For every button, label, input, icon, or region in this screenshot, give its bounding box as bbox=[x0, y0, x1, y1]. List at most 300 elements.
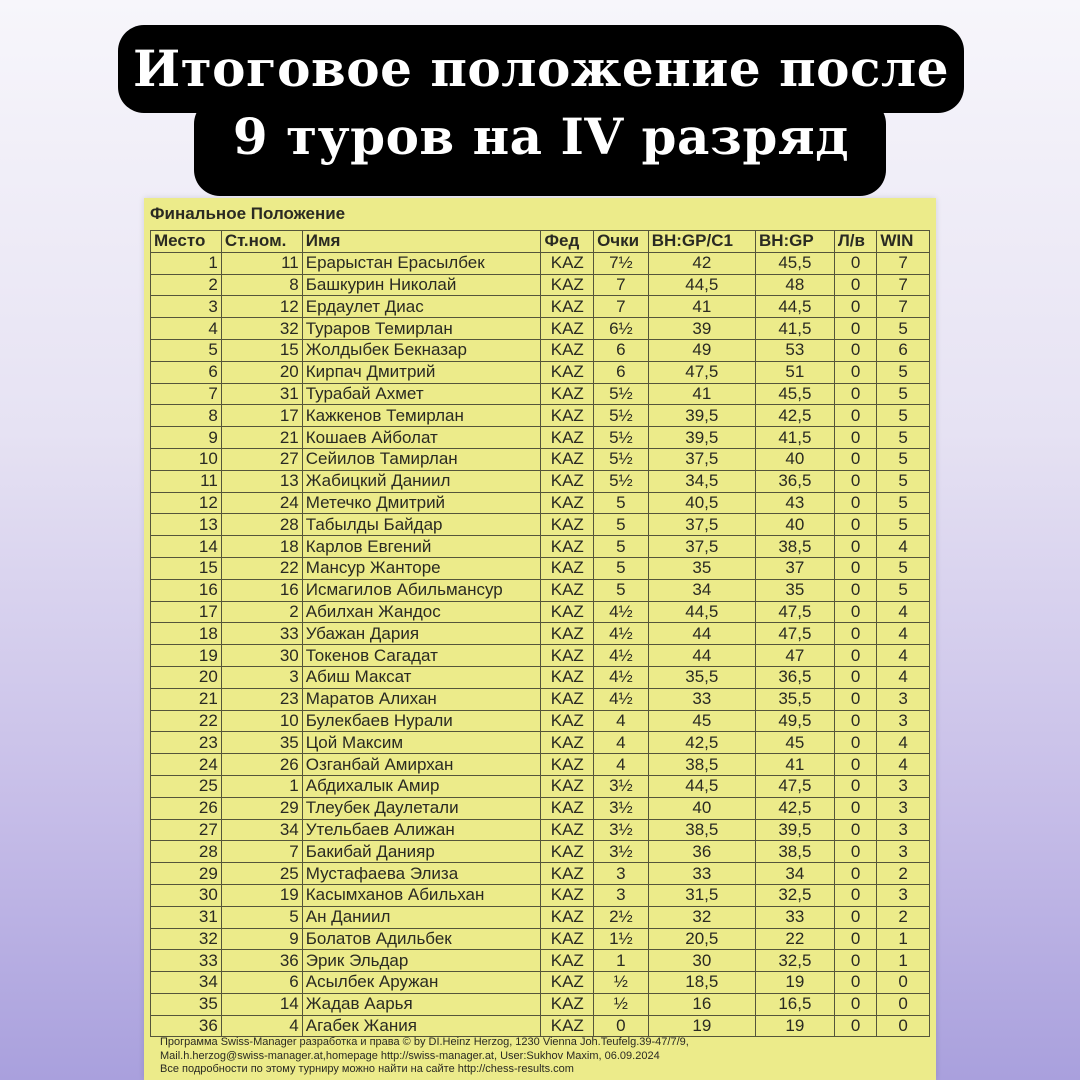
cell-start-no: 12 bbox=[221, 296, 302, 318]
cell-bh-gp: 22 bbox=[755, 928, 834, 950]
column-header-place: Место bbox=[151, 231, 222, 253]
cell-points: 5 bbox=[594, 557, 649, 579]
table-row bbox=[151, 993, 930, 1015]
cell-name: Кирпач Дмитрий bbox=[302, 361, 541, 383]
cell-bh-gp: 47,5 bbox=[755, 623, 834, 645]
cell-bh-gp-c1: 38,5 bbox=[648, 754, 755, 776]
cell-win: 5 bbox=[877, 318, 930, 340]
cell-fed: KAZ bbox=[541, 1015, 594, 1037]
cell-win: 5 bbox=[877, 557, 930, 579]
cell-points: 4½ bbox=[594, 645, 649, 667]
cell-start-no: 25 bbox=[221, 863, 302, 885]
cell-name: Жадав Аарья bbox=[302, 993, 541, 1015]
table-row bbox=[151, 797, 930, 819]
column-header-name: Имя bbox=[302, 231, 541, 253]
cell-fed: KAZ bbox=[541, 405, 594, 427]
cell-win: 4 bbox=[877, 754, 930, 776]
cell-bh-gp: 45 bbox=[755, 732, 834, 754]
cell-name: Мустафаева Элиза bbox=[302, 863, 541, 885]
cell-points: 5½ bbox=[594, 427, 649, 449]
cell-points: 5½ bbox=[594, 470, 649, 492]
cell-bh-gp-c1: 45 bbox=[648, 710, 755, 732]
cell-bh-gp: 42,5 bbox=[755, 797, 834, 819]
cell-points: 6½ bbox=[594, 318, 649, 340]
cell-lv: 0 bbox=[834, 536, 876, 558]
cell-lv: 0 bbox=[834, 1015, 876, 1037]
cell-lv: 0 bbox=[834, 710, 876, 732]
cell-points: 5½ bbox=[594, 405, 649, 427]
cell-name: Жабицкий Даниил bbox=[302, 470, 541, 492]
cell-name: Озганбай Амирхан bbox=[302, 754, 541, 776]
cell-bh-gp: 41 bbox=[755, 754, 834, 776]
cell-name: Карлов Евгений bbox=[302, 536, 541, 558]
cell-name: Абдихалык Амир bbox=[302, 775, 541, 797]
cell-place: 4 bbox=[151, 318, 222, 340]
cell-start-no: 23 bbox=[221, 688, 302, 710]
cell-points: 5 bbox=[594, 514, 649, 536]
cell-fed: KAZ bbox=[541, 296, 594, 318]
table-row bbox=[151, 448, 930, 470]
table-row bbox=[151, 296, 930, 318]
cell-win: 3 bbox=[877, 710, 930, 732]
cell-place: 17 bbox=[151, 601, 222, 623]
cell-fed: KAZ bbox=[541, 252, 594, 274]
cell-lv: 0 bbox=[834, 252, 876, 274]
cell-place: 9 bbox=[151, 427, 222, 449]
table-header-row bbox=[151, 231, 930, 253]
cell-bh-gp-c1: 33 bbox=[648, 688, 755, 710]
cell-bh-gp: 40 bbox=[755, 514, 834, 536]
cell-bh-gp-c1: 47,5 bbox=[648, 361, 755, 383]
cell-bh-gp-c1: 18,5 bbox=[648, 972, 755, 994]
cell-place: 1 bbox=[151, 252, 222, 274]
cell-name: Утельбаев Алижан bbox=[302, 819, 541, 841]
cell-place: 32 bbox=[151, 928, 222, 950]
column-header-fed: Фед bbox=[541, 231, 594, 253]
cell-lv: 0 bbox=[834, 819, 876, 841]
table-row bbox=[151, 841, 930, 863]
cell-win: 4 bbox=[877, 645, 930, 667]
table-row bbox=[151, 579, 930, 601]
cell-win: 4 bbox=[877, 666, 930, 688]
table-row bbox=[151, 950, 930, 972]
column-header-win: WIN bbox=[877, 231, 930, 253]
cell-win: 7 bbox=[877, 296, 930, 318]
cell-name: Болатов Адильбек bbox=[302, 928, 541, 950]
cell-win: 3 bbox=[877, 775, 930, 797]
cell-name: Табылды Байдар bbox=[302, 514, 541, 536]
cell-bh-gp-c1: 44 bbox=[648, 645, 755, 667]
table-row bbox=[151, 492, 930, 514]
cell-bh-gp: 51 bbox=[755, 361, 834, 383]
cell-start-no: 5 bbox=[221, 906, 302, 928]
table-row bbox=[151, 819, 930, 841]
table-row bbox=[151, 274, 930, 296]
cell-bh-gp: 32,5 bbox=[755, 950, 834, 972]
cell-place: 34 bbox=[151, 972, 222, 994]
cell-name: Агабек Жания bbox=[302, 1015, 541, 1037]
table-row bbox=[151, 405, 930, 427]
cell-bh-gp-c1: 39,5 bbox=[648, 427, 755, 449]
cell-start-no: 19 bbox=[221, 884, 302, 906]
table-row bbox=[151, 863, 930, 885]
cell-win: 5 bbox=[877, 448, 930, 470]
cell-points: 3½ bbox=[594, 775, 649, 797]
cell-name: Эрик Эльдар bbox=[302, 950, 541, 972]
cell-bh-gp-c1: 37,5 bbox=[648, 448, 755, 470]
cell-fed: KAZ bbox=[541, 601, 594, 623]
cell-lv: 0 bbox=[834, 448, 876, 470]
cell-name: Башкурин Николай bbox=[302, 274, 541, 296]
table-row bbox=[151, 601, 930, 623]
cell-place: 13 bbox=[151, 514, 222, 536]
cell-bh-gp-c1: 35,5 bbox=[648, 666, 755, 688]
cell-bh-gp: 42,5 bbox=[755, 405, 834, 427]
cell-place: 10 bbox=[151, 448, 222, 470]
cell-place: 21 bbox=[151, 688, 222, 710]
cell-bh-gp: 34 bbox=[755, 863, 834, 885]
cell-fed: KAZ bbox=[541, 775, 594, 797]
table-row bbox=[151, 361, 930, 383]
cell-bh-gp: 16,5 bbox=[755, 993, 834, 1015]
cell-lv: 0 bbox=[834, 688, 876, 710]
cell-fed: KAZ bbox=[541, 579, 594, 601]
cell-place: 28 bbox=[151, 841, 222, 863]
table-row bbox=[151, 252, 930, 274]
cell-fed: KAZ bbox=[541, 710, 594, 732]
cell-bh-gp: 38,5 bbox=[755, 536, 834, 558]
cell-start-no: 10 bbox=[221, 710, 302, 732]
cell-bh-gp-c1: 39 bbox=[648, 318, 755, 340]
cell-start-no: 31 bbox=[221, 383, 302, 405]
cell-bh-gp-c1: 36 bbox=[648, 841, 755, 863]
footer-line-1: Программа Swiss-Manager разработка и права © by DI.Heinz Herzog, 1230 Vienna Joh.Teufelg.39-47/7/9, bbox=[160, 1036, 689, 1048]
cell-lv: 0 bbox=[834, 863, 876, 885]
cell-name: Абиш Максат bbox=[302, 666, 541, 688]
cell-bh-gp: 41,5 bbox=[755, 318, 834, 340]
cell-place: 7 bbox=[151, 383, 222, 405]
cell-name: Токенов Сагадат bbox=[302, 645, 541, 667]
cell-lv: 0 bbox=[834, 666, 876, 688]
cell-start-no: 9 bbox=[221, 928, 302, 950]
cell-place: 5 bbox=[151, 339, 222, 361]
cell-bh-gp-c1: 37,5 bbox=[648, 514, 755, 536]
cell-win: 5 bbox=[877, 514, 930, 536]
cell-name: Абилхан Жандос bbox=[302, 601, 541, 623]
table-row bbox=[151, 383, 930, 405]
cell-win: 3 bbox=[877, 884, 930, 906]
cell-place: 33 bbox=[151, 950, 222, 972]
cell-start-no: 21 bbox=[221, 427, 302, 449]
cell-points: 7½ bbox=[594, 252, 649, 274]
table-row bbox=[151, 1015, 930, 1037]
cell-place: 20 bbox=[151, 666, 222, 688]
cell-bh-gp-c1: 32 bbox=[648, 906, 755, 928]
cell-bh-gp-c1: 34 bbox=[648, 579, 755, 601]
cell-place: 26 bbox=[151, 797, 222, 819]
cell-start-no: 1 bbox=[221, 775, 302, 797]
table-row bbox=[151, 884, 930, 906]
headline-line-2: 9 туров на IV разряд bbox=[232, 107, 850, 166]
cell-name: Мансур Жанторе bbox=[302, 557, 541, 579]
table-row bbox=[151, 928, 930, 950]
cell-win: 3 bbox=[877, 688, 930, 710]
cell-bh-gp-c1: 49 bbox=[648, 339, 755, 361]
cell-points: ½ bbox=[594, 993, 649, 1015]
cell-fed: KAZ bbox=[541, 841, 594, 863]
column-header-bh-gp-c1: BH:GP/C1 bbox=[648, 231, 755, 253]
cell-points: 3 bbox=[594, 863, 649, 885]
cell-start-no: 2 bbox=[221, 601, 302, 623]
cell-bh-gp-c1: 33 bbox=[648, 863, 755, 885]
cell-fed: KAZ bbox=[541, 492, 594, 514]
cell-bh-gp-c1: 44,5 bbox=[648, 775, 755, 797]
cell-place: 15 bbox=[151, 557, 222, 579]
cell-fed: KAZ bbox=[541, 732, 594, 754]
cell-lv: 0 bbox=[834, 383, 876, 405]
cell-start-no: 11 bbox=[221, 252, 302, 274]
cell-win: 4 bbox=[877, 601, 930, 623]
column-header-lv: Л/в bbox=[834, 231, 876, 253]
standings-sheet bbox=[144, 198, 936, 1080]
cell-bh-gp: 47,5 bbox=[755, 775, 834, 797]
cell-fed: KAZ bbox=[541, 863, 594, 885]
cell-bh-gp-c1: 19 bbox=[648, 1015, 755, 1037]
cell-lv: 0 bbox=[834, 339, 876, 361]
cell-name: Жолдыбек Бекназар bbox=[302, 339, 541, 361]
cell-start-no: 20 bbox=[221, 361, 302, 383]
cell-bh-gp-c1: 44 bbox=[648, 623, 755, 645]
cell-bh-gp-c1: 38,5 bbox=[648, 819, 755, 841]
cell-start-no: 8 bbox=[221, 274, 302, 296]
cell-place: 3 bbox=[151, 296, 222, 318]
cell-place: 11 bbox=[151, 470, 222, 492]
cell-place: 31 bbox=[151, 906, 222, 928]
cell-win: 5 bbox=[877, 470, 930, 492]
cell-fed: KAZ bbox=[541, 470, 594, 492]
cell-points: 3½ bbox=[594, 797, 649, 819]
cell-points: 4 bbox=[594, 732, 649, 754]
table-row bbox=[151, 666, 930, 688]
cell-lv: 0 bbox=[834, 884, 876, 906]
cell-points: 5 bbox=[594, 579, 649, 601]
cell-points: 4 bbox=[594, 754, 649, 776]
table-row bbox=[151, 427, 930, 449]
cell-start-no: 13 bbox=[221, 470, 302, 492]
sheet-title: Финальное Положение bbox=[150, 204, 346, 223]
cell-points: 7 bbox=[594, 274, 649, 296]
cell-start-no: 28 bbox=[221, 514, 302, 536]
cell-fed: KAZ bbox=[541, 797, 594, 819]
cell-points: 4½ bbox=[594, 666, 649, 688]
cell-win: 7 bbox=[877, 274, 930, 296]
cell-start-no: 32 bbox=[221, 318, 302, 340]
cell-start-no: 15 bbox=[221, 339, 302, 361]
cell-fed: KAZ bbox=[541, 972, 594, 994]
cell-bh-gp-c1: 40 bbox=[648, 797, 755, 819]
cell-bh-gp-c1: 39,5 bbox=[648, 405, 755, 427]
cell-points: 1½ bbox=[594, 928, 649, 950]
cell-start-no: 4 bbox=[221, 1015, 302, 1037]
cell-bh-gp: 19 bbox=[755, 972, 834, 994]
cell-bh-gp: 47,5 bbox=[755, 601, 834, 623]
column-header-start-no: Ст.ном. bbox=[221, 231, 302, 253]
cell-name: Касымханов Абильхан bbox=[302, 884, 541, 906]
cell-bh-gp-c1: 31,5 bbox=[648, 884, 755, 906]
cell-fed: KAZ bbox=[541, 884, 594, 906]
cell-win: 5 bbox=[877, 579, 930, 601]
cell-place: 14 bbox=[151, 536, 222, 558]
cell-place: 2 bbox=[151, 274, 222, 296]
table-row bbox=[151, 557, 930, 579]
cell-fed: KAZ bbox=[541, 993, 594, 1015]
cell-win: 0 bbox=[877, 993, 930, 1015]
cell-bh-gp-c1: 44,5 bbox=[648, 601, 755, 623]
standings-table bbox=[150, 230, 930, 1037]
cell-start-no: 33 bbox=[221, 623, 302, 645]
cell-win: 4 bbox=[877, 732, 930, 754]
cell-points: 4½ bbox=[594, 601, 649, 623]
table-row bbox=[151, 754, 930, 776]
cell-place: 30 bbox=[151, 884, 222, 906]
cell-win: 4 bbox=[877, 536, 930, 558]
cell-start-no: 3 bbox=[221, 666, 302, 688]
headline-line-1: Итоговое положение после bbox=[132, 39, 950, 98]
cell-lv: 0 bbox=[834, 623, 876, 645]
cell-place: 6 bbox=[151, 361, 222, 383]
cell-bh-gp: 45,5 bbox=[755, 383, 834, 405]
cell-win: 4 bbox=[877, 623, 930, 645]
cell-bh-gp-c1: 41 bbox=[648, 383, 755, 405]
cell-bh-gp-c1: 20,5 bbox=[648, 928, 755, 950]
cell-bh-gp-c1: 34,5 bbox=[648, 470, 755, 492]
cell-win: 0 bbox=[877, 1015, 930, 1037]
cell-place: 18 bbox=[151, 623, 222, 645]
table-row bbox=[151, 906, 930, 928]
cell-bh-gp-c1: 37,5 bbox=[648, 536, 755, 558]
cell-start-no: 27 bbox=[221, 448, 302, 470]
cell-place: 16 bbox=[151, 579, 222, 601]
cell-win: 5 bbox=[877, 427, 930, 449]
cell-name: Кошаев Айболат bbox=[302, 427, 541, 449]
cell-start-no: 16 bbox=[221, 579, 302, 601]
cell-lv: 0 bbox=[834, 972, 876, 994]
table-row bbox=[151, 339, 930, 361]
cell-fed: KAZ bbox=[541, 318, 594, 340]
cell-lv: 0 bbox=[834, 841, 876, 863]
cell-bh-gp: 45,5 bbox=[755, 252, 834, 274]
cell-fed: KAZ bbox=[541, 339, 594, 361]
cell-fed: KAZ bbox=[541, 427, 594, 449]
cell-start-no: 34 bbox=[221, 819, 302, 841]
cell-bh-gp: 36,5 bbox=[755, 666, 834, 688]
cell-bh-gp: 43 bbox=[755, 492, 834, 514]
cell-place: 36 bbox=[151, 1015, 222, 1037]
cell-bh-gp: 53 bbox=[755, 339, 834, 361]
table-row bbox=[151, 688, 930, 710]
cell-name: Метечко Дмитрий bbox=[302, 492, 541, 514]
cell-bh-gp: 35,5 bbox=[755, 688, 834, 710]
cell-start-no: 7 bbox=[221, 841, 302, 863]
cell-name: Убажан Дария bbox=[302, 623, 541, 645]
cell-name: Тлеубек Даулетали bbox=[302, 797, 541, 819]
cell-name: Кажкенов Темирлан bbox=[302, 405, 541, 427]
cell-win: 5 bbox=[877, 405, 930, 427]
cell-win: 5 bbox=[877, 361, 930, 383]
cell-bh-gp: 41,5 bbox=[755, 427, 834, 449]
cell-bh-gp: 39,5 bbox=[755, 819, 834, 841]
cell-points: 3½ bbox=[594, 841, 649, 863]
cell-bh-gp-c1: 35 bbox=[648, 557, 755, 579]
cell-fed: KAZ bbox=[541, 623, 594, 645]
column-header-bh-gp: BH:GP bbox=[755, 231, 834, 253]
footer-line-3: Все подробности по этому турниру можно найти на сайте http://chess-results.com bbox=[160, 1063, 574, 1075]
cell-bh-gp-c1: 30 bbox=[648, 950, 755, 972]
cell-win: 0 bbox=[877, 972, 930, 994]
cell-start-no: 29 bbox=[221, 797, 302, 819]
cell-points: 3½ bbox=[594, 819, 649, 841]
cell-lv: 0 bbox=[834, 274, 876, 296]
cell-win: 1 bbox=[877, 950, 930, 972]
cell-place: 23 bbox=[151, 732, 222, 754]
table-row bbox=[151, 514, 930, 536]
cell-lv: 0 bbox=[834, 470, 876, 492]
cell-lv: 0 bbox=[834, 645, 876, 667]
cell-points: 5½ bbox=[594, 383, 649, 405]
cell-fed: KAZ bbox=[541, 754, 594, 776]
cell-name: Ерарыстан Ерасылбек bbox=[302, 252, 541, 274]
cell-start-no: 26 bbox=[221, 754, 302, 776]
cell-win: 7 bbox=[877, 252, 930, 274]
cell-bh-gp: 40 bbox=[755, 448, 834, 470]
cell-place: 22 bbox=[151, 710, 222, 732]
cell-lv: 0 bbox=[834, 427, 876, 449]
cell-fed: KAZ bbox=[541, 666, 594, 688]
cell-start-no: 17 bbox=[221, 405, 302, 427]
table-body bbox=[151, 252, 930, 1037]
cell-win: 3 bbox=[877, 841, 930, 863]
cell-name: Ан Даниил bbox=[302, 906, 541, 928]
cell-start-no: 6 bbox=[221, 972, 302, 994]
cell-win: 5 bbox=[877, 383, 930, 405]
cell-place: 29 bbox=[151, 863, 222, 885]
cell-start-no: 30 bbox=[221, 645, 302, 667]
cell-points: 4½ bbox=[594, 688, 649, 710]
cell-place: 12 bbox=[151, 492, 222, 514]
table-row bbox=[151, 470, 930, 492]
table-row bbox=[151, 710, 930, 732]
cell-points: 4½ bbox=[594, 623, 649, 645]
cell-start-no: 14 bbox=[221, 993, 302, 1015]
cell-fed: KAZ bbox=[541, 950, 594, 972]
cell-bh-gp-c1: 42 bbox=[648, 252, 755, 274]
footer-line-2: Mail.h.herzog@swiss-manager.at,homepage http://swiss-manager.at, User:Sukhov Maxim, 06.09.2024 bbox=[160, 1049, 660, 1062]
cell-win: 3 bbox=[877, 819, 930, 841]
cell-lv: 0 bbox=[834, 361, 876, 383]
cell-win: 6 bbox=[877, 339, 930, 361]
cell-lv: 0 bbox=[834, 514, 876, 536]
cell-place: 25 bbox=[151, 775, 222, 797]
table-row bbox=[151, 623, 930, 645]
cell-place: 24 bbox=[151, 754, 222, 776]
cell-fed: KAZ bbox=[541, 274, 594, 296]
cell-lv: 0 bbox=[834, 579, 876, 601]
cell-name: Булекбаев Нурали bbox=[302, 710, 541, 732]
cell-points: 7 bbox=[594, 296, 649, 318]
cell-lv: 0 bbox=[834, 950, 876, 972]
cell-win: 3 bbox=[877, 797, 930, 819]
cell-lv: 0 bbox=[834, 405, 876, 427]
